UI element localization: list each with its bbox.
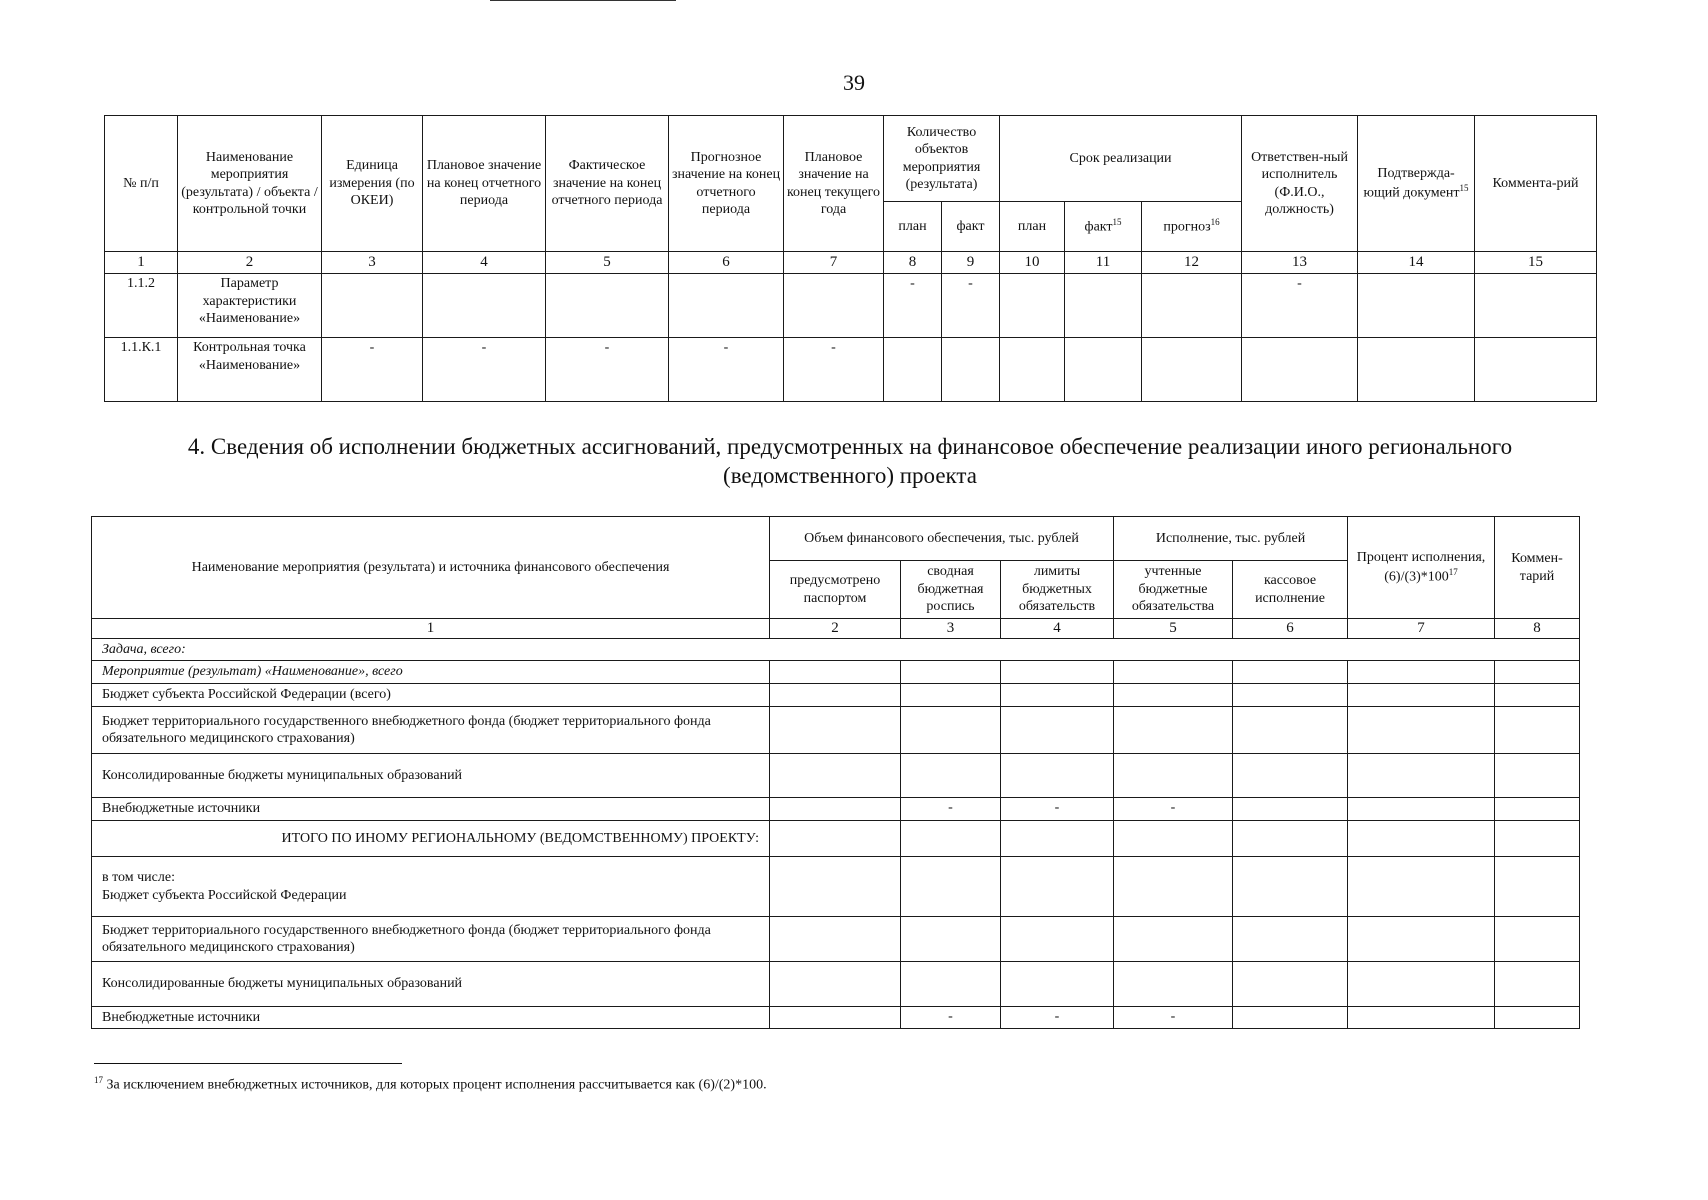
col-number: 8 [1495,619,1580,639]
dash-cell: - [1114,1007,1233,1029]
col-number: 1 [105,252,178,274]
row-unit: - [322,338,423,402]
col-number: 14 [1358,252,1475,274]
row-term-fact [1065,274,1142,338]
measure-total-label: Мероприятие (результат) «Наименование», всего [92,661,770,684]
header-term-forecast [1142,202,1242,252]
header-plan-value: Плановое значение на конец отчетного периода [423,116,546,252]
col-number: 7 [784,252,884,274]
col-number: 15 [1475,252,1597,274]
row-responsible: - [1242,274,1358,338]
footnote-text: За исключением внебюджетных источников, для которых процент исполнения рассчитывается как (6)/(2)*100. [106,1077,767,1093]
header-term-plan: план [1000,202,1065,252]
header-fact-value: Фактическое значение на конец отчетного периода [546,116,669,252]
table-row [92,798,1580,821]
table-row [92,639,1580,661]
table-row [92,661,1580,684]
table-row [92,821,1580,857]
top-rule [490,0,676,1]
row-plan-value [423,274,546,338]
row-term-fact [1065,338,1142,402]
header-passport: предусмотрено паспортом [770,561,901,619]
row-term-forecast [1142,274,1242,338]
col-number: 10 [1000,252,1065,274]
task-total-label: Задача, всего: [92,639,1580,661]
row-label: Бюджет территориального государственного внебюджетного фонда (бюджет территориального фонда обязательного медицинского страхования) [92,917,770,962]
col-number: 3 [322,252,423,274]
header-term-forecast-label: прогноз [1163,219,1211,235]
row-objects-fact: - [942,274,1000,338]
table-row [92,917,1580,962]
row-comment [1475,274,1597,338]
table-row [92,684,1580,707]
table-row [92,857,1580,917]
column-numbers-row [105,252,1597,274]
row-label: Консолидированные бюджеты муниципальных образований [92,754,770,798]
including-label: в том числе: [102,870,175,885]
header-term-fact [1065,202,1142,252]
col-number: 2 [770,619,901,639]
row-objects-plan: - [884,274,942,338]
table-row [92,754,1580,798]
header-objects-plan: план [884,202,942,252]
col-number: 9 [942,252,1000,274]
dash-cell: - [901,798,1001,821]
col-number: 13 [1242,252,1358,274]
row-plan-year [784,274,884,338]
row-responsible [1242,338,1358,402]
header-term: Срок реализации [1000,116,1242,202]
header-unit: Единица измерения (по ОКЕИ) [322,116,423,252]
col-number: 11 [1065,252,1142,274]
row-fact-value [546,274,669,338]
header-objects-fact: факт [942,202,1000,252]
row-term-forecast [1142,338,1242,402]
footnote-ref: 17 [1448,566,1458,577]
row-document [1358,338,1475,402]
row-num: 1.1.К.1 [105,338,178,402]
table-row [105,274,1597,338]
row-forecast-value [669,274,784,338]
row-label: Внебюджетные источники [92,798,770,821]
footnote-number: 17 [94,1075,103,1085]
header-percent [1348,517,1495,619]
row-objects-fact [942,338,1000,402]
row-label: Консолидированные бюджеты муниципальных образований [92,962,770,1007]
column-numbers-row [92,619,1580,639]
header-summary: сводная бюджетная роспись [901,561,1001,619]
col-number: 7 [1348,619,1495,639]
row-objects-plan [884,338,942,402]
col-number: 12 [1142,252,1242,274]
header-limits: лимиты бюджетных обязательств [1001,561,1114,619]
row-name: Контрольная точка «Наименование» [178,338,322,402]
footnote-ref: 16 [1210,216,1220,227]
footnote-rule [94,1063,402,1064]
header-percent-label: Процент исполнения, (6)/(3)*100 [1356,550,1486,585]
header-volume: Объем финансового обеспечения, тыс. рублей [770,517,1114,561]
dash-cell: - [1001,798,1114,821]
row-unit [322,274,423,338]
col-number: 8 [884,252,942,274]
header-num: № п/п [105,116,178,252]
row-forecast-value: - [669,338,784,402]
header-obligations: учтенные бюджетные обязательства [1114,561,1233,619]
dash-cell: - [1114,798,1233,821]
col-number: 4 [423,252,546,274]
table-row [105,338,1597,402]
header-cash: кассовое исполнение [1233,561,1348,619]
subject-budget-label: Бюджет субъекта Российской Федерации [102,887,347,903]
header-responsible: Ответствен-ный исполнитель (Ф.И.О., должность) [1242,116,1358,252]
header-document [1358,116,1475,252]
row-name: Параметр характеристики «Наименование» [178,274,322,338]
row-label [92,857,770,917]
row-label: Внебюджетные источники [92,1007,770,1029]
col-number: 1 [92,619,770,639]
col-number: 4 [1001,619,1114,639]
header-document-label: Подтвержда-ющий документ [1363,166,1460,201]
project-total-label: ИТОГО ПО ИНОМУ РЕГИОНАЛЬНОМУ (ВЕДОМСТВЕННОМУ) ПРОЕКТУ: [92,821,770,857]
header-name: Наименование мероприятия (результата) / объекта / контрольной точки [178,116,322,252]
row-document [1358,274,1475,338]
footnote [94,1075,767,1094]
page-number: 39 [843,70,865,95]
row-fact-value: - [546,338,669,402]
col-number: 5 [1114,619,1233,639]
header-term-fact-label: факт [1084,219,1113,235]
col-number: 3 [901,619,1001,639]
footnote-ref: 15 [1112,216,1122,227]
col-number: 5 [546,252,669,274]
row-comment [1475,338,1597,402]
col-number: 2 [178,252,322,274]
row-term-plan [1000,338,1065,402]
header-name: Наименование мероприятия (результата) и источника финансового обеспечения [92,517,770,619]
header-objects-count: Количество объектов мероприятия (результата) [884,116,1000,202]
table-row [92,1007,1580,1029]
footnote-ref: 15 [1459,182,1469,193]
budget-table [91,516,1580,1029]
row-term-plan [1000,274,1065,338]
header-forecast-value: Прогнозное значение на конец отчетного периода [669,116,784,252]
header-comment: Коммен-тарий [1495,517,1580,619]
header-plan-year: Плановое значение на конец текущего года [784,116,884,252]
results-table [104,115,1597,402]
row-plan-value: - [423,338,546,402]
dash-cell: - [901,1007,1001,1029]
table-row [92,707,1580,754]
row-label: Бюджет территориального государственного внебюджетного фонда (бюджет территориального фонда обязательного медицинского страхования) [92,707,770,754]
header-execution: Исполнение, тыс. рублей [1114,517,1348,561]
col-number: 6 [1233,619,1348,639]
row-num: 1.1.2 [105,274,178,338]
section-title: 4. Сведения об исполнении бюджетных ассигнований, предусмотренных на финансовое обеспечение реализации иного регионального (ведомственного) проекта [187,434,1513,488]
header-comment: Коммента-рий [1475,116,1597,252]
dash-cell: - [1001,1007,1114,1029]
row-label: Бюджет субъекта Российской Федерации (всего) [92,684,770,707]
row-plan-year: - [784,338,884,402]
col-number: 6 [669,252,784,274]
table-row [92,962,1580,1007]
